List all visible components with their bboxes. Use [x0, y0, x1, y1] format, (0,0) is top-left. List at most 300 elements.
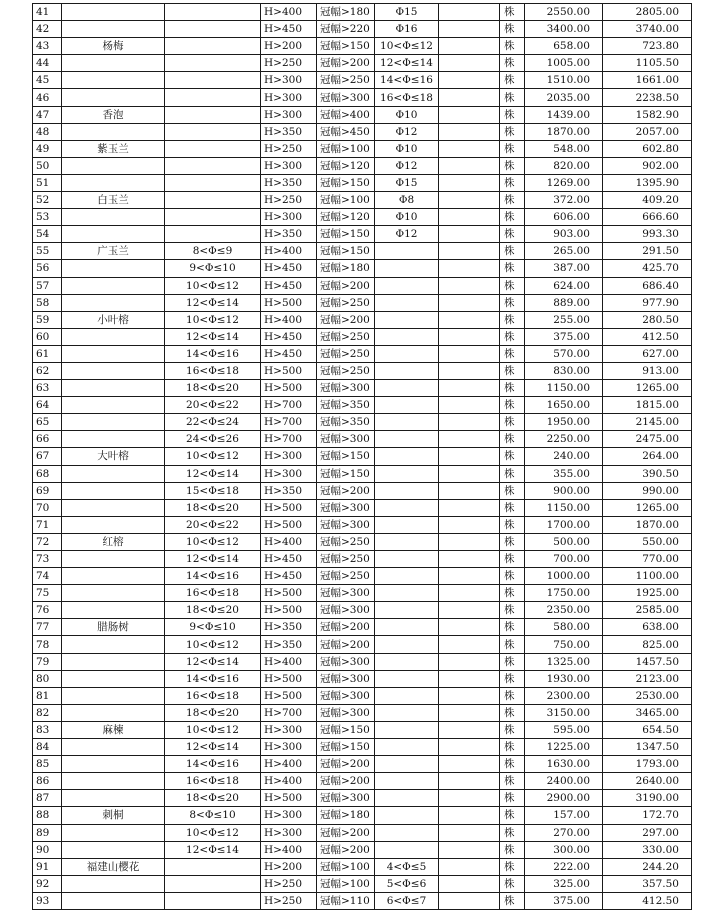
crown-width-spec-cell: 冠幅>200: [317, 824, 375, 841]
plant-name-cell: 白玉兰: [62, 192, 165, 209]
total-price-cell: 1457.50: [603, 653, 692, 670]
total-price-cell: 1870.00: [603, 516, 692, 533]
empty-cell-cell: [439, 551, 500, 568]
unit-cell: 株: [500, 790, 525, 807]
height-spec-cell: H>300: [261, 721, 317, 738]
unit-price-cell: 240.00: [525, 448, 603, 465]
diameter-spec-cell: [375, 397, 439, 414]
unit-cell: 株: [500, 431, 525, 448]
diameter-spec-cell: [375, 704, 439, 721]
height-spec-cell: H>350: [261, 636, 317, 653]
trunk-diameter-cell: 10<Φ≤12: [165, 277, 261, 294]
diameter-spec-cell: [375, 362, 439, 379]
row-number-cell: 49: [33, 140, 62, 157]
table-row: [33, 482, 692, 499]
row-number-cell: 87: [33, 790, 62, 807]
table-row: [33, 89, 692, 106]
height-spec-cell: H>250: [261, 192, 317, 209]
empty-cell-cell: [439, 533, 500, 550]
crown-width-spec-cell: 冠幅>150: [317, 38, 375, 55]
table-row: [33, 123, 692, 140]
unit-price-cell: 300.00: [525, 841, 603, 858]
trunk-diameter-cell: [165, 209, 261, 226]
unit-cell: 株: [500, 311, 525, 328]
row-number-cell: 78: [33, 636, 62, 653]
total-price-cell: 1582.90: [603, 106, 692, 123]
plant-name-cell: [62, 362, 165, 379]
plant-name-cell: [62, 653, 165, 670]
row-number-cell: 83: [33, 721, 62, 738]
crown-width-spec-cell: 冠幅>200: [317, 311, 375, 328]
diameter-spec-cell: [375, 328, 439, 345]
table-row: [33, 585, 692, 602]
table-row: [33, 38, 692, 55]
trunk-diameter-cell: 10<Φ≤12: [165, 533, 261, 550]
table-row: [33, 807, 692, 824]
diameter-spec-cell: Φ12: [375, 123, 439, 140]
empty-cell-cell: [439, 38, 500, 55]
height-spec-cell: H>300: [261, 739, 317, 756]
table-row: [33, 892, 692, 909]
diameter-spec-cell: [375, 670, 439, 687]
unit-price-cell: 375.00: [525, 892, 603, 909]
unit-price-cell: 903.00: [525, 226, 603, 243]
crown-width-spec-cell: 冠幅>250: [317, 72, 375, 89]
trunk-diameter-cell: 18<Φ≤20: [165, 704, 261, 721]
unit-price-cell: 1630.00: [525, 756, 603, 773]
unit-price-cell: 1650.00: [525, 397, 603, 414]
trunk-diameter-cell: [165, 174, 261, 191]
height-spec-cell: H>400: [261, 756, 317, 773]
trunk-diameter-cell: [165, 106, 261, 123]
table-row: [33, 448, 692, 465]
height-spec-cell: H>350: [261, 174, 317, 191]
plant-name-cell: [62, 397, 165, 414]
diameter-spec-cell: [375, 448, 439, 465]
diameter-spec-cell: [375, 431, 439, 448]
crown-width-spec-cell: 冠幅>200: [317, 636, 375, 653]
empty-cell-cell: [439, 55, 500, 72]
row-number-cell: 46: [33, 89, 62, 106]
empty-cell-cell: [439, 311, 500, 328]
diameter-spec-cell: [375, 585, 439, 602]
trunk-diameter-cell: 18<Φ≤20: [165, 380, 261, 397]
unit-price-cell: 570.00: [525, 345, 603, 362]
plant-name-cell: [62, 4, 165, 21]
unit-cell: 株: [500, 687, 525, 704]
plant-name-cell: [62, 277, 165, 294]
trunk-diameter-cell: 18<Φ≤20: [165, 602, 261, 619]
total-price-cell: 357.50: [603, 875, 692, 892]
empty-cell-cell: [439, 4, 500, 21]
empty-cell-cell: [439, 875, 500, 892]
plant-name-cell: 广玉兰: [62, 243, 165, 260]
plant-name-cell: [62, 516, 165, 533]
diameter-spec-cell: 12<Φ≤14: [375, 55, 439, 72]
height-spec-cell: H>200: [261, 858, 317, 875]
table-row: [33, 328, 692, 345]
unit-cell: 株: [500, 704, 525, 721]
total-price-cell: 412.50: [603, 892, 692, 909]
unit-cell: 株: [500, 140, 525, 157]
row-number-cell: 68: [33, 465, 62, 482]
crown-width-spec-cell: 冠幅>100: [317, 140, 375, 157]
unit-price-cell: 595.00: [525, 721, 603, 738]
trunk-diameter-cell: 16<Φ≤18: [165, 362, 261, 379]
diameter-spec-cell: Φ10: [375, 106, 439, 123]
total-price-cell: 2585.00: [603, 602, 692, 619]
crown-width-spec-cell: 冠幅>180: [317, 260, 375, 277]
row-number-cell: 81: [33, 687, 62, 704]
crown-width-spec-cell: 冠幅>200: [317, 277, 375, 294]
unit-price-cell: 889.00: [525, 294, 603, 311]
height-spec-cell: H>450: [261, 568, 317, 585]
crown-width-spec-cell: 冠幅>250: [317, 568, 375, 585]
trunk-diameter-cell: [165, 55, 261, 72]
row-number-cell: 67: [33, 448, 62, 465]
table-row: [33, 311, 692, 328]
row-number-cell: 84: [33, 739, 62, 756]
unit-price-cell: 3400.00: [525, 21, 603, 38]
plant-name-cell: [62, 380, 165, 397]
row-number-cell: 54: [33, 226, 62, 243]
crown-width-spec-cell: 冠幅>200: [317, 773, 375, 790]
trunk-diameter-cell: 16<Φ≤18: [165, 687, 261, 704]
table-row: [33, 209, 692, 226]
table-row: [33, 21, 692, 38]
height-spec-cell: H>250: [261, 140, 317, 157]
empty-cell-cell: [439, 465, 500, 482]
trunk-diameter-cell: 18<Φ≤20: [165, 499, 261, 516]
diameter-spec-cell: [375, 841, 439, 858]
total-price-cell: 723.80: [603, 38, 692, 55]
crown-width-spec-cell: 冠幅>250: [317, 362, 375, 379]
table-row: [33, 670, 692, 687]
row-number-cell: 55: [33, 243, 62, 260]
trunk-diameter-cell: 10<Φ≤12: [165, 636, 261, 653]
diameter-spec-cell: 16<Φ≤18: [375, 89, 439, 106]
trunk-diameter-cell: 16<Φ≤18: [165, 585, 261, 602]
diameter-spec-cell: [375, 790, 439, 807]
total-price-cell: 627.00: [603, 345, 692, 362]
plant-name-cell: [62, 209, 165, 226]
unit-cell: 株: [500, 21, 525, 38]
unit-cell: 株: [500, 89, 525, 106]
table-row: [33, 551, 692, 568]
crown-width-spec-cell: 冠幅>200: [317, 482, 375, 499]
diameter-spec-cell: [375, 345, 439, 362]
total-price-cell: 2530.00: [603, 687, 692, 704]
diameter-spec-cell: Φ8: [375, 192, 439, 209]
unit-cell: 株: [500, 448, 525, 465]
crown-width-spec-cell: 冠幅>150: [317, 448, 375, 465]
plant-name-cell: 腊肠树: [62, 619, 165, 636]
diameter-spec-cell: [375, 568, 439, 585]
row-number-cell: 71: [33, 516, 62, 533]
row-number-cell: 82: [33, 704, 62, 721]
total-price-cell: 2123.00: [603, 670, 692, 687]
trunk-diameter-cell: 14<Φ≤16: [165, 345, 261, 362]
trunk-diameter-cell: [165, 192, 261, 209]
crown-width-spec-cell: 冠幅>250: [317, 345, 375, 362]
trunk-diameter-cell: 20<Φ≤22: [165, 397, 261, 414]
row-number-cell: 74: [33, 568, 62, 585]
trunk-diameter-cell: 10<Φ≤12: [165, 721, 261, 738]
table-row: [33, 841, 692, 858]
height-spec-cell: H>450: [261, 345, 317, 362]
trunk-diameter-cell: [165, 72, 261, 89]
row-number-cell: 57: [33, 277, 62, 294]
height-spec-cell: H>500: [261, 790, 317, 807]
unit-cell: 株: [500, 72, 525, 89]
total-price-cell: 993.30: [603, 226, 692, 243]
crown-width-spec-cell: 冠幅>400: [317, 106, 375, 123]
diameter-spec-cell: [375, 294, 439, 311]
diameter-spec-cell: [375, 773, 439, 790]
crown-width-spec-cell: 冠幅>300: [317, 89, 375, 106]
plant-name-cell: 刺桐: [62, 807, 165, 824]
unit-price-cell: 1510.00: [525, 72, 603, 89]
row-number-cell: 64: [33, 397, 62, 414]
total-price-cell: 2238.50: [603, 89, 692, 106]
total-price-cell: 1265.00: [603, 499, 692, 516]
diameter-spec-cell: Φ12: [375, 157, 439, 174]
plant-name-cell: 杨梅: [62, 38, 165, 55]
plant-name-cell: [62, 499, 165, 516]
diameter-spec-cell: [375, 465, 439, 482]
crown-width-spec-cell: 冠幅>300: [317, 516, 375, 533]
height-spec-cell: H>400: [261, 243, 317, 260]
unit-cell: 株: [500, 807, 525, 824]
row-number-cell: 80: [33, 670, 62, 687]
total-price-cell: 409.20: [603, 192, 692, 209]
empty-cell-cell: [439, 140, 500, 157]
table-row: [33, 243, 692, 260]
total-price-cell: 1815.00: [603, 397, 692, 414]
unit-price-cell: 222.00: [525, 858, 603, 875]
total-price-cell: 3740.00: [603, 21, 692, 38]
row-number-cell: 42: [33, 21, 62, 38]
total-price-cell: 638.00: [603, 619, 692, 636]
trunk-diameter-cell: 16<Φ≤18: [165, 773, 261, 790]
height-spec-cell: H>250: [261, 875, 317, 892]
diameter-spec-cell: Φ10: [375, 140, 439, 157]
plant-name-cell: [62, 89, 165, 106]
table-row: [33, 157, 692, 174]
unit-cell: 株: [500, 585, 525, 602]
table-row: [33, 55, 692, 72]
empty-cell-cell: [439, 756, 500, 773]
plant-name-cell: [62, 123, 165, 140]
unit-cell: 株: [500, 602, 525, 619]
table-row: [33, 226, 692, 243]
table-row: [33, 619, 692, 636]
height-spec-cell: H>350: [261, 123, 317, 140]
empty-cell-cell: [439, 277, 500, 294]
plant-name-cell: [62, 431, 165, 448]
table-row: [33, 294, 692, 311]
diameter-spec-cell: Φ10: [375, 209, 439, 226]
empty-cell-cell: [439, 448, 500, 465]
diameter-spec-cell: 4<Φ≤5: [375, 858, 439, 875]
trunk-diameter-cell: [165, 892, 261, 909]
row-number-cell: 69: [33, 482, 62, 499]
plant-name-cell: [62, 482, 165, 499]
plant-name-cell: [62, 892, 165, 909]
table-row: [33, 739, 692, 756]
crown-width-spec-cell: 冠幅>150: [317, 721, 375, 738]
row-number-cell: 62: [33, 362, 62, 379]
row-number-cell: 48: [33, 123, 62, 140]
plant-name-cell: [62, 602, 165, 619]
height-spec-cell: H>300: [261, 807, 317, 824]
unit-price-cell: 624.00: [525, 277, 603, 294]
empty-cell-cell: [439, 431, 500, 448]
trunk-diameter-cell: [165, 21, 261, 38]
row-number-cell: 45: [33, 72, 62, 89]
trunk-diameter-cell: 12<Φ≤14: [165, 294, 261, 311]
empty-cell-cell: [439, 841, 500, 858]
diameter-spec-cell: [375, 653, 439, 670]
row-number-cell: 77: [33, 619, 62, 636]
diameter-spec-cell: [375, 636, 439, 653]
crown-width-spec-cell: 冠幅>110: [317, 892, 375, 909]
unit-price-cell: 1325.00: [525, 653, 603, 670]
empty-cell-cell: [439, 123, 500, 140]
height-spec-cell: H>300: [261, 72, 317, 89]
row-number-cell: 52: [33, 192, 62, 209]
plant-name-cell: [62, 226, 165, 243]
height-spec-cell: H>300: [261, 209, 317, 226]
empty-cell-cell: [439, 328, 500, 345]
crown-width-spec-cell: 冠幅>250: [317, 328, 375, 345]
table-row: [33, 516, 692, 533]
unit-cell: 株: [500, 226, 525, 243]
unit-price-cell: 387.00: [525, 260, 603, 277]
unit-price-cell: 1150.00: [525, 499, 603, 516]
total-price-cell: 2057.00: [603, 123, 692, 140]
total-price-cell: 654.50: [603, 721, 692, 738]
unit-price-cell: 355.00: [525, 465, 603, 482]
height-spec-cell: H>400: [261, 773, 317, 790]
unit-cell: 株: [500, 619, 525, 636]
trunk-diameter-cell: 12<Φ≤14: [165, 465, 261, 482]
height-spec-cell: H>500: [261, 516, 317, 533]
total-price-cell: 172.70: [603, 807, 692, 824]
unit-price-cell: 606.00: [525, 209, 603, 226]
unit-cell: 株: [500, 670, 525, 687]
empty-cell-cell: [439, 858, 500, 875]
total-price-cell: 550.00: [603, 533, 692, 550]
empty-cell-cell: [439, 21, 500, 38]
diameter-spec-cell: Φ16: [375, 21, 439, 38]
total-price-cell: 3190.00: [603, 790, 692, 807]
crown-width-spec-cell: 冠幅>250: [317, 533, 375, 550]
unit-price-cell: 325.00: [525, 875, 603, 892]
unit-cell: 株: [500, 55, 525, 72]
crown-width-spec-cell: 冠幅>300: [317, 431, 375, 448]
table-row: [33, 465, 692, 482]
row-number-cell: 88: [33, 807, 62, 824]
row-number-cell: 85: [33, 756, 62, 773]
unit-price-cell: 2400.00: [525, 773, 603, 790]
trunk-diameter-cell: 24<Φ≤26: [165, 431, 261, 448]
diameter-spec-cell: [375, 619, 439, 636]
empty-cell-cell: [439, 380, 500, 397]
plant-name-cell: [62, 687, 165, 704]
total-price-cell: 913.00: [603, 362, 692, 379]
plant-name-cell: 麻楝: [62, 721, 165, 738]
plant-name-cell: [62, 414, 165, 431]
empty-cell-cell: [439, 157, 500, 174]
trunk-diameter-cell: 10<Φ≤12: [165, 448, 261, 465]
crown-width-spec-cell: 冠幅>200: [317, 841, 375, 858]
unit-cell: 株: [500, 721, 525, 738]
plant-name-cell: [62, 568, 165, 585]
plant-name-cell: [62, 551, 165, 568]
total-price-cell: 1100.00: [603, 568, 692, 585]
trunk-diameter-cell: 12<Φ≤14: [165, 328, 261, 345]
trunk-diameter-cell: 18<Φ≤20: [165, 790, 261, 807]
crown-width-spec-cell: 冠幅>300: [317, 687, 375, 704]
plant-name-cell: [62, 21, 165, 38]
total-price-cell: 2640.00: [603, 773, 692, 790]
crown-width-spec-cell: 冠幅>150: [317, 465, 375, 482]
height-spec-cell: H>200: [261, 38, 317, 55]
table-row: [33, 858, 692, 875]
diameter-spec-cell: [375, 721, 439, 738]
trunk-diameter-cell: 8<Φ≤10: [165, 807, 261, 824]
trunk-diameter-cell: 12<Φ≤14: [165, 653, 261, 670]
unit-price-cell: 1930.00: [525, 670, 603, 687]
diameter-spec-cell: [375, 756, 439, 773]
crown-width-spec-cell: 冠幅>120: [317, 209, 375, 226]
plant-name-cell: 紫玉兰: [62, 140, 165, 157]
trunk-diameter-cell: 8<Φ≤9: [165, 243, 261, 260]
unit-price-cell: 2300.00: [525, 687, 603, 704]
unit-price-cell: 1439.00: [525, 106, 603, 123]
trunk-diameter-cell: [165, 858, 261, 875]
crown-width-spec-cell: 冠幅>300: [317, 653, 375, 670]
empty-cell-cell: [439, 790, 500, 807]
trunk-diameter-cell: [165, 157, 261, 174]
height-spec-cell: H>700: [261, 704, 317, 721]
row-number-cell: 93: [33, 892, 62, 909]
trunk-diameter-cell: [165, 875, 261, 892]
unit-cell: 株: [500, 345, 525, 362]
row-number-cell: 47: [33, 106, 62, 123]
diameter-spec-cell: [375, 260, 439, 277]
table-row: [33, 140, 692, 157]
plant-name-cell: [62, 756, 165, 773]
row-number-cell: 72: [33, 533, 62, 550]
unit-cell: 株: [500, 739, 525, 756]
unit-cell: 株: [500, 174, 525, 191]
table-row: [33, 174, 692, 191]
total-price-cell: 291.50: [603, 243, 692, 260]
crown-width-spec-cell: 冠幅>300: [317, 585, 375, 602]
trunk-diameter-cell: 22<Φ≤24: [165, 414, 261, 431]
unit-cell: 株: [500, 243, 525, 260]
empty-cell-cell: [439, 619, 500, 636]
height-spec-cell: H>350: [261, 482, 317, 499]
row-number-cell: 89: [33, 824, 62, 841]
crown-width-spec-cell: 冠幅>150: [317, 243, 375, 260]
crown-width-spec-cell: 冠幅>180: [317, 807, 375, 824]
diameter-spec-cell: [375, 243, 439, 260]
plant-name-cell: 小叶榕: [62, 311, 165, 328]
trunk-diameter-cell: [165, 89, 261, 106]
